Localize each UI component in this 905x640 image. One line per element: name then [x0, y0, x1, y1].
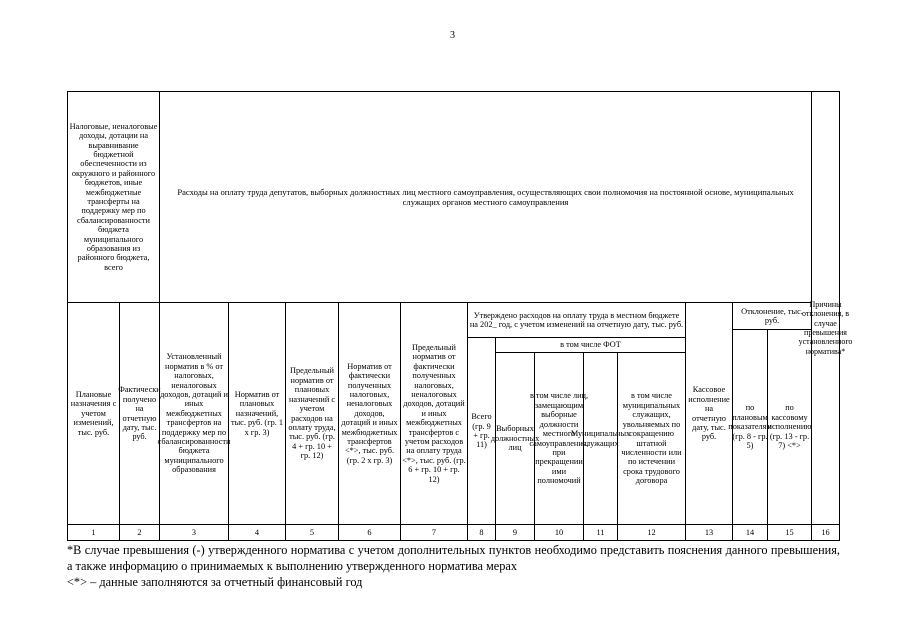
header-col-6: Норматив от фактически полученных налоговых, неналоговых доходов, дотаций и иных межбюджетных трансфертов <*>, тыс. руб. (гр. 2 х гр. 3)	[341, 361, 398, 465]
col-number: 10	[554, 527, 564, 537]
col-number: 7	[431, 527, 437, 537]
page-number: 3	[450, 30, 455, 41]
header-col-8: Всего (гр. 9 + гр. 11)	[471, 412, 492, 450]
header-col-4: Норматив от плановых назначений, тыс. руб. (гр. 1 х гр. 3)	[230, 389, 284, 437]
header-reasons: Причины отклонения, в случае превышения установленного норматива*	[798, 300, 853, 356]
col-number: 6	[367, 527, 372, 537]
header-col-1: Плановые назначения с учетом изменений, тыс. руб.	[70, 389, 117, 437]
col-number: 1	[91, 527, 96, 537]
col-number: 5	[309, 527, 315, 537]
header-col-3: Установленный норматив в % от налоговых, неналоговых доходов, дотаций и иных межбюджетных трансфертов на поддержку мер по сбалансированности бюджета муниципального образования	[157, 352, 231, 475]
report-table	[67, 91, 853, 541]
col-number: 13	[704, 527, 714, 537]
col-number: 15	[785, 527, 794, 537]
header-approved-group: Утверждено расходов на оплату труда в местном бюджете на 202_ год, с учетом изменений на отчетную дату, тыс. руб.	[469, 310, 684, 329]
header-col-13: Кассовое исполнение на отчетную дату, тыс. руб.	[688, 385, 730, 442]
header-fot-group: в том числе ФОТ	[560, 340, 621, 350]
header-deviation-group: Отклонение, тыс. руб.	[741, 306, 803, 325]
footnote-exceeding: *В случае превышения (-) утвержденного норматива с учетом дополнительных пунктов необходимо представить пояснения данного превышения, а также информацию о принимаемых к выполнению утвержденного норматива мерах	[67, 543, 840, 573]
header-revenue-group: Налоговые, неналоговые доходы, дотации на выравнивание бюджетной обеспеченности из окружного и районного бюджетов, иные межбюджетные трансферты на поддержку мер по сбалансированности бюджета муниципального образования из районного бюджета, всего	[69, 121, 158, 272]
col-number: 12	[647, 527, 656, 537]
footnote-reporting-year: <*> – данные заполняются за отчетный финансовый год	[67, 575, 363, 589]
col-number: 16	[821, 527, 830, 537]
header-col-11: Муниципальных служащих	[570, 429, 631, 448]
header-col-5: Предельный норматив от плановых назначений с учетом расходов на оплату труда, тыс. руб. (гр. 4 + гр. 10 + гр. 12)	[288, 366, 336, 461]
col-number: 4	[254, 527, 260, 537]
header-col-2: Фактически получено на отчетную дату, тыс. руб.	[118, 385, 161, 442]
col-number: 14	[745, 527, 755, 537]
header-col-14: по плановым показателям (гр. 8 - гр. 5)	[728, 403, 772, 451]
col-number: 3	[191, 527, 197, 537]
col-number: 9	[512, 527, 518, 537]
header-col-9: Выборных должностных лиц	[490, 424, 540, 453]
header-col-12: в том числе муниципальных служащих, увольняемых по сокращению штатной численности или по истечении срока трудового договора	[621, 391, 682, 486]
header-expenses-group: Расходы на оплату труда депутатов, выборных должностных лиц местного самоуправления, осуществляющих свои полномочия на постоянной основе, муниципальных служащих органов местного самоуправления	[177, 187, 794, 207]
header-col-10: в том числе лиц, замещающим выборные должности местного самоуправления, при прекращении ими полномочий	[529, 391, 589, 486]
col-number: 2	[137, 527, 142, 537]
col-number: 11	[596, 527, 605, 537]
header-col-15: по кассовому исполнению (гр. 13 - гр. 7) <*>	[767, 403, 812, 451]
col-number: 8	[479, 527, 484, 537]
header-col-7: Предельный норматив от фактически полученных налоговых, неналоговых доходов, дотаций и иных межбюджетных трансфертов с учетом расходов на оплату труда <*>, тыс. руб. (гр. 6 + гр. 10 + гр. 12)	[402, 342, 466, 484]
